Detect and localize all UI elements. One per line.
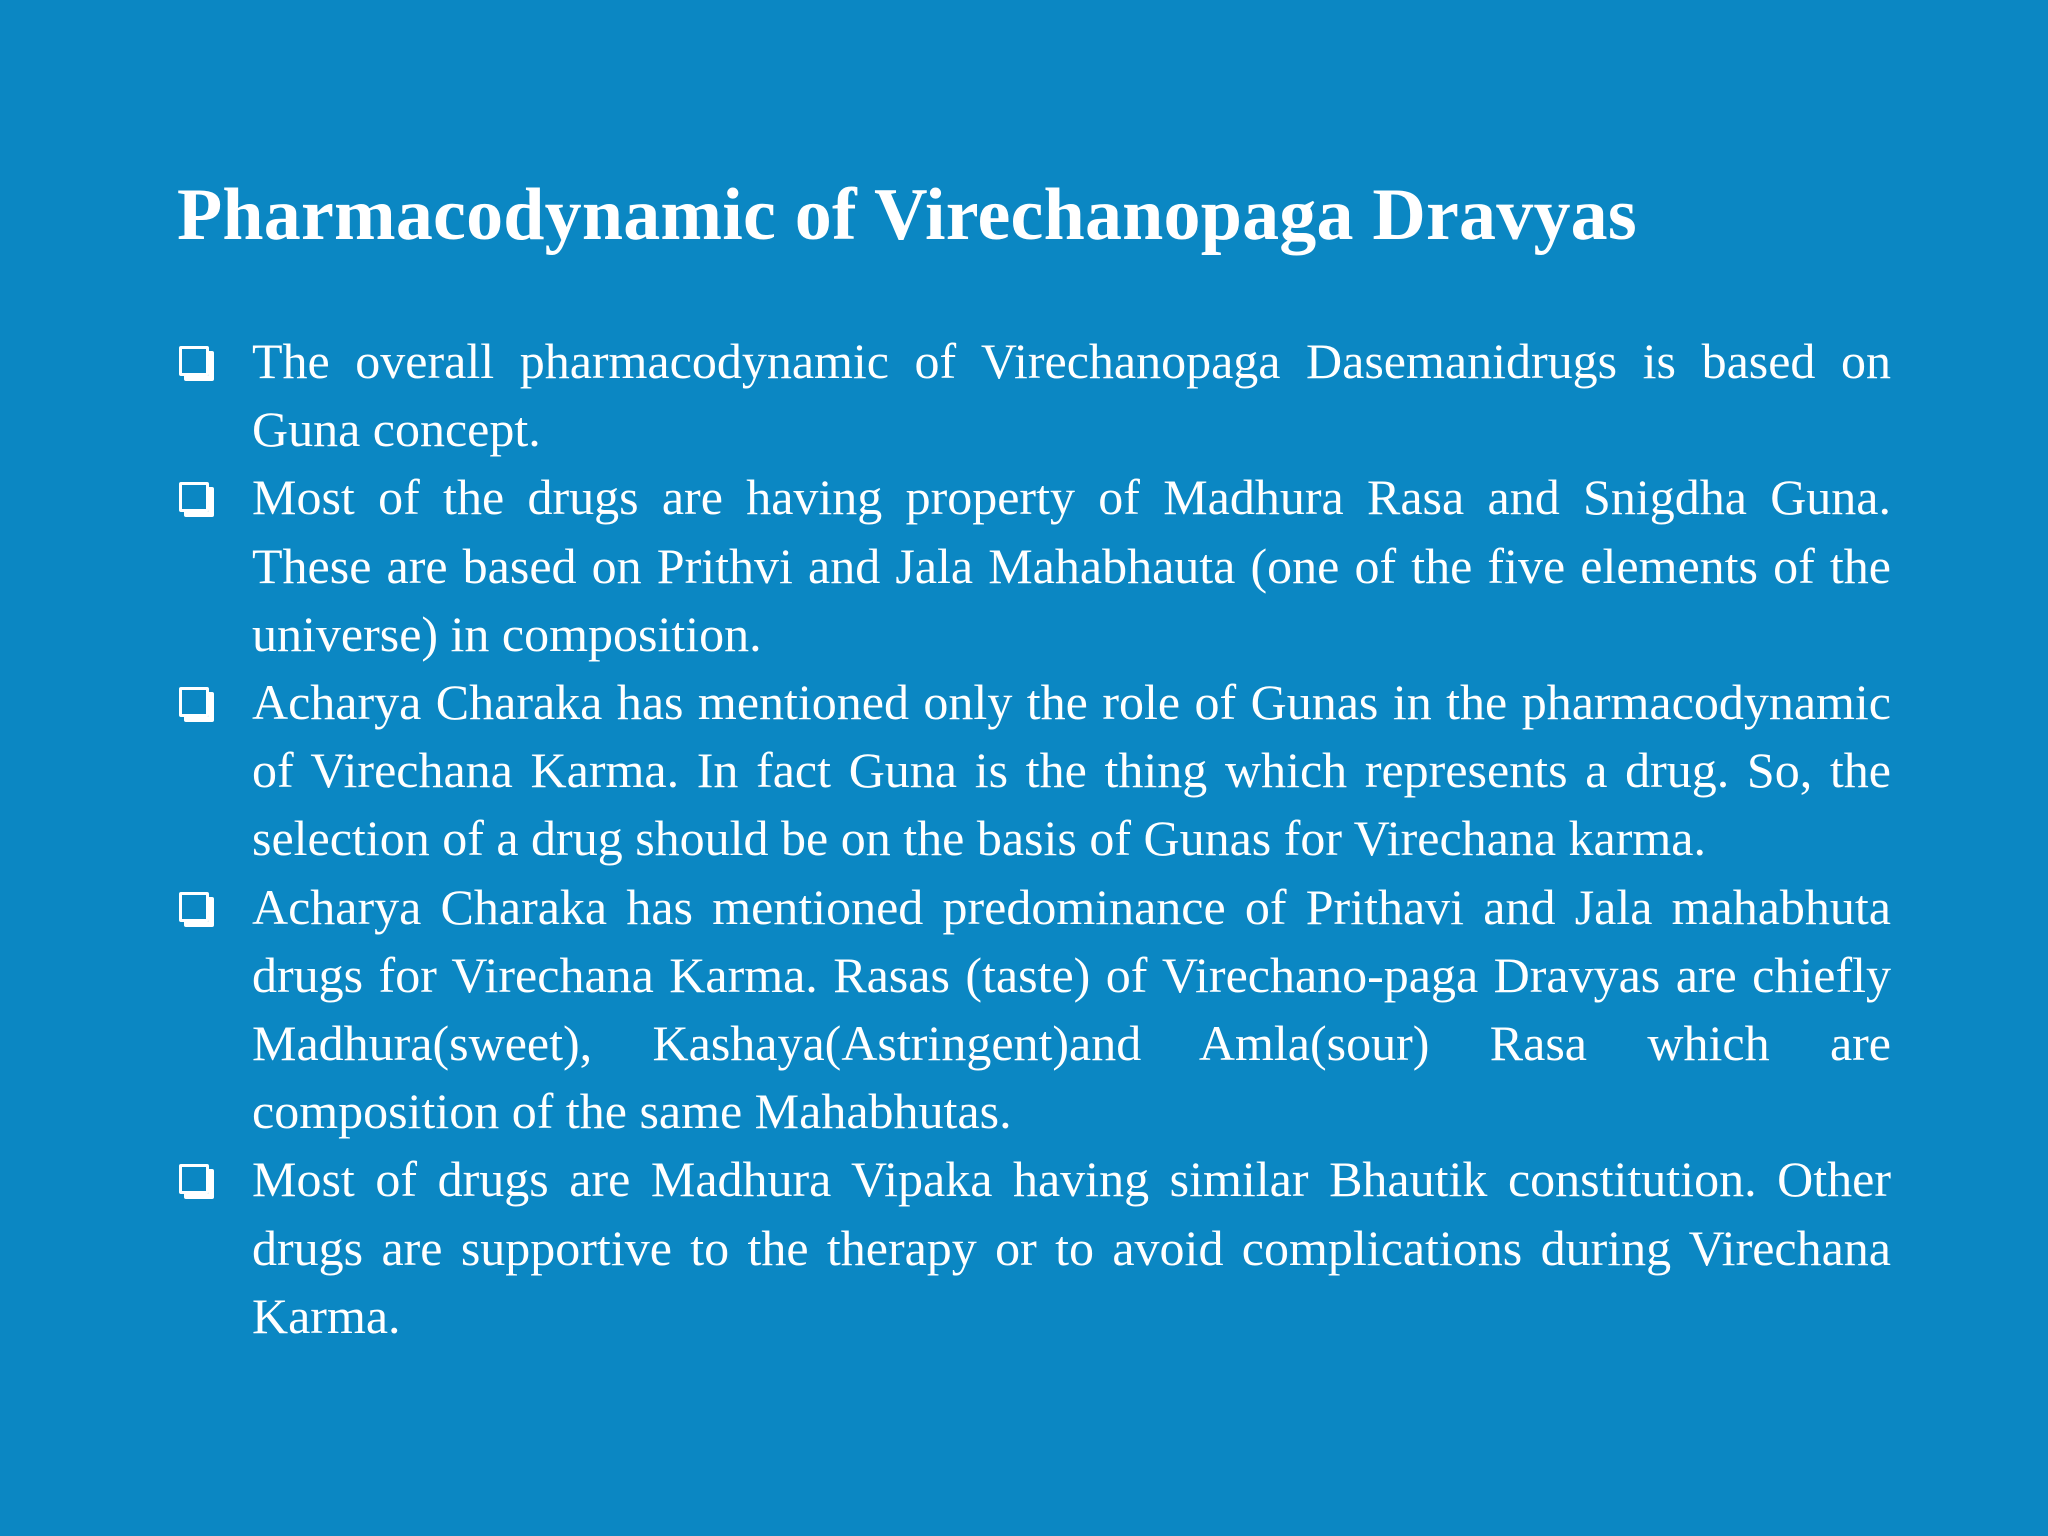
square-checkbox-bullet-icon: [179, 687, 209, 717]
bullet-item: [177, 668, 1891, 873]
bullet-text: Most of the drugs are having property of Madhura Rasa and Snigdha Guna. These are based on Prithvi and Jala Mahabhauta (one of the five elements of the universe) in composition.: [252, 469, 1891, 662]
square-checkbox-bullet-icon: [179, 892, 209, 922]
bullet-item: [177, 873, 1891, 1146]
bullet-item: [177, 1145, 1891, 1350]
bullet-item: [177, 463, 1891, 668]
square-checkbox-bullet-icon: [179, 346, 209, 376]
slide-title: Pharmacodynamic of Virechanopaga Dravyas: [177, 174, 1637, 256]
bullet-text: The overall pharmacodynamic of Virechanopaga Dasemanidrugs is based on Guna concept.: [252, 333, 1891, 458]
bullet-text: Acharya Charaka has mentioned predominance of Prithavi and Jala mahabhuta drugs for Virechana Karma. Rasas (taste) of Virechano-paga Dravyas are chiefly Madhura(sweet), Kashaya(Astringent)and Amla(sour) Rasa which are composition of the same Mahabhutas.: [252, 878, 1891, 1140]
square-checkbox-bullet-icon: [179, 482, 209, 512]
bullet-list: [177, 327, 1891, 1350]
square-checkbox-bullet-icon: [179, 1164, 209, 1194]
bullet-text: Acharya Charaka has mentioned only the role of Gunas in the pharmacodynamic of Virechana Karma. In fact Guna is the thing which represents a drug. So, the selection of a drug should be on the basis of Gunas for Virechana karma.: [252, 674, 1891, 867]
bullet-item: [177, 327, 1891, 463]
bullet-text: Most of drugs are Madhura Vipaka having similar Bhautik constitution. Other drugs are supportive to the therapy or to avoid complications during Virechana Karma.: [252, 1151, 1891, 1344]
